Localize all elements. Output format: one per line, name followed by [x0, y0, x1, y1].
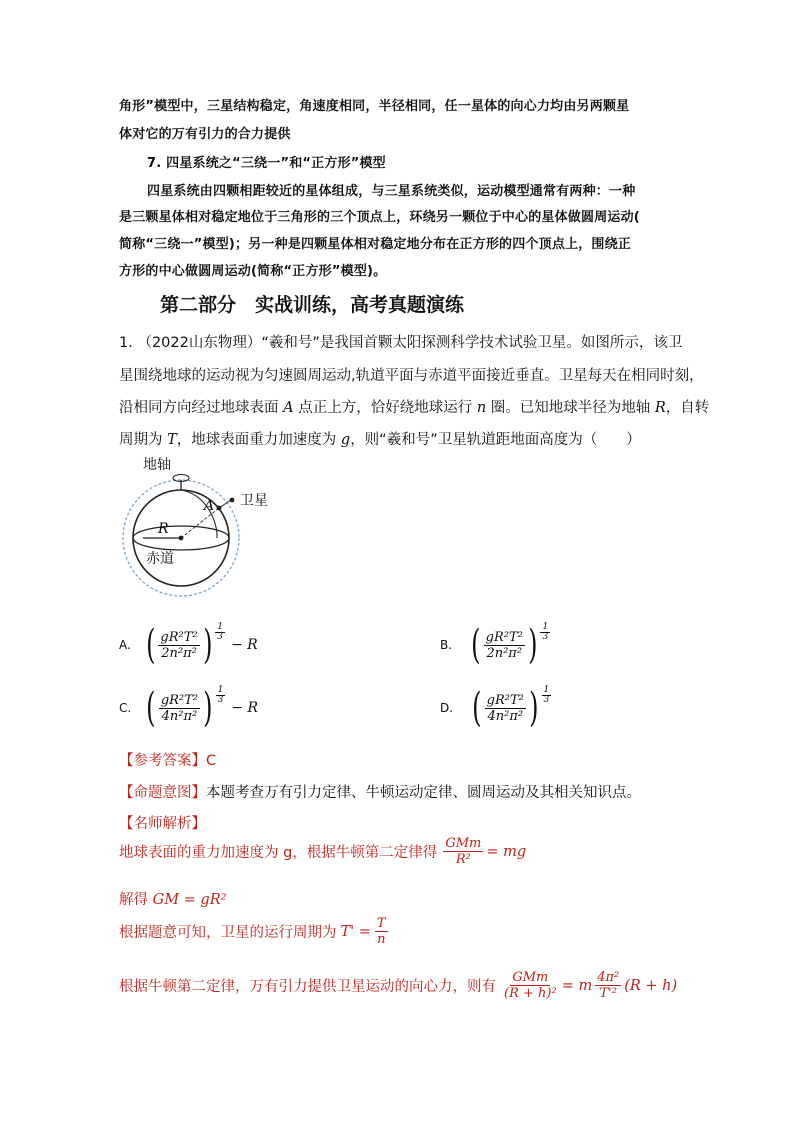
part-heading: 第二部分 实战训练，高考真题演练	[160, 294, 465, 316]
analysis-label: 【名师解析】	[119, 816, 206, 832]
section-7-line-1: 四星系统由四颗相距较近的星体组成，与三星系统类似，运动模型通常有两种：一种	[147, 184, 636, 199]
satellite-label: 卫星	[240, 493, 268, 509]
option-b-denominator: 2n²π²	[486, 645, 523, 661]
option-d-exp-num: 1	[543, 685, 550, 695]
option-d-numerator: gR²T²	[486, 692, 524, 708]
point-a-label: A	[204, 498, 215, 514]
solution-step-4: 根据牛顿第二定律，万有引力提供卫星运动的向心力，则有 $\frac{\text{GMm}}{\text{(R + h)²}}$ = m $\frac{\text{4π²}}{\text{T'²}}$ (R + h)	[119, 970, 678, 1001]
option-c-exp-num: 1	[217, 685, 224, 695]
solution-step-3: 根据题意可知，卫星的运行周期为 T' = $\frac{T}{n}$	[119, 916, 386, 947]
intro-line-2: 体对它的万有引力的合力提供	[119, 127, 291, 142]
option-c-tail: − R	[231, 700, 259, 716]
question-line-2: 星围绕地球的运动视为匀速圆周运动,轨道平面与赤道平面接近垂直。卫星每天在相同时刻，	[119, 368, 704, 384]
option-d-exp-den: 3	[543, 695, 550, 705]
question-line-4: 周期为 T，地球表面重力加速度为 g，则“羲和号”卫星轨道距地面高度为（ ）	[119, 432, 641, 448]
axis-label: 地轴	[143, 457, 171, 473]
earth-orbit-figure	[118, 452, 298, 612]
option-a-denominator: 2n²π²	[161, 645, 197, 661]
option-c-numerator: gR²T²	[160, 692, 199, 708]
question-line-3: 沿相同方向经过地球表面 A 点正上方，恰好绕地球运行 n 圈。已知地球半径为地轴 R，自转	[119, 400, 710, 416]
option-b[interactable]: B. ( $\frac{\text{gR²T²}}{\text{2n²π²}}$ ) $\frac{1}{3}$	[440, 622, 549, 668]
solution-step-2: 解得 GM = gR²	[119, 892, 227, 908]
option-d-label: D.	[440, 701, 454, 715]
option-a-numerator: gR²T²	[160, 629, 198, 645]
option-b-exp-num: 1	[542, 622, 549, 632]
equator-label: 赤道	[146, 551, 174, 567]
option-d[interactable]: D. ( $\frac{\text{gR²T²}}{\text{4n²π²}}$ ) $\frac{1}{3}$	[440, 685, 550, 731]
section-7-line-2: 是三颗星体相对稳定地位于三角形的三个顶点上，环绕另一颗位于中心的星体做圆周运动(	[119, 210, 640, 225]
option-c[interactable]: C. ( $\frac{\text{gR²T²}}{\text{4n²π²}}$ ) $\frac{1}{3}$ − R	[119, 685, 259, 731]
solution-step-1: 地球表面的重力加速度为 g，根据牛顿第二定律得 $\frac{\text{GMm}}{\text{R²}}$ = mg	[119, 836, 527, 867]
point-r-label: R	[158, 521, 169, 537]
point-a-dot	[217, 506, 222, 511]
option-c-denominator: 4n²π²	[161, 708, 198, 724]
option-a-exp-num: 1	[217, 622, 223, 632]
section-7-title: 7. 四星系统之“三绕一”和“正方形”模型	[147, 156, 386, 171]
intent-line: 【命题意图】本题考查万有引力定律、牛顿运动定律、圆周运动及其相关知识点。	[119, 785, 641, 801]
section-7-line-3: 简称“三绕一”模型)；另一种是四颗星体相对稳定地分布在正方形的四个顶点上，围绕正	[119, 237, 632, 252]
option-d-denominator: 4n²π²	[487, 708, 524, 724]
section-7-line-4: 方形的中心做圆周运动(简称“正方形”模型)。	[119, 264, 387, 279]
option-b-numerator: gR²T²	[485, 629, 523, 645]
satellite-dot	[230, 498, 235, 503]
option-a-tail: − R	[230, 637, 258, 653]
option-a-exp-den: 3	[217, 632, 223, 642]
option-b-label: B.	[440, 638, 453, 652]
earth-orbit-diagram	[118, 452, 298, 612]
option-c-label: C.	[119, 701, 132, 715]
option-b-exp-den: 3	[542, 632, 549, 642]
option-a-label: A.	[119, 638, 131, 652]
center-point	[179, 536, 184, 541]
option-a[interactable]: A. ( $\frac{\text{gR²T²}}{\text{2n²π²}}$ ) $\frac{1}{3}$ − R	[119, 622, 258, 668]
intro-line-1: 角形”模型中，三星结构稳定，角速度相同，半径相同，任一星体的向心力均由另两颗星	[119, 99, 630, 114]
question-line-1: 1. （2022山东物理）“羲和号”是我国首颗太阳探测科学技术试验卫星。如图所示，该卫	[119, 335, 683, 351]
reference-answer: 【参考答案】C	[119, 753, 217, 769]
option-c-exp-den: 3	[217, 695, 224, 705]
